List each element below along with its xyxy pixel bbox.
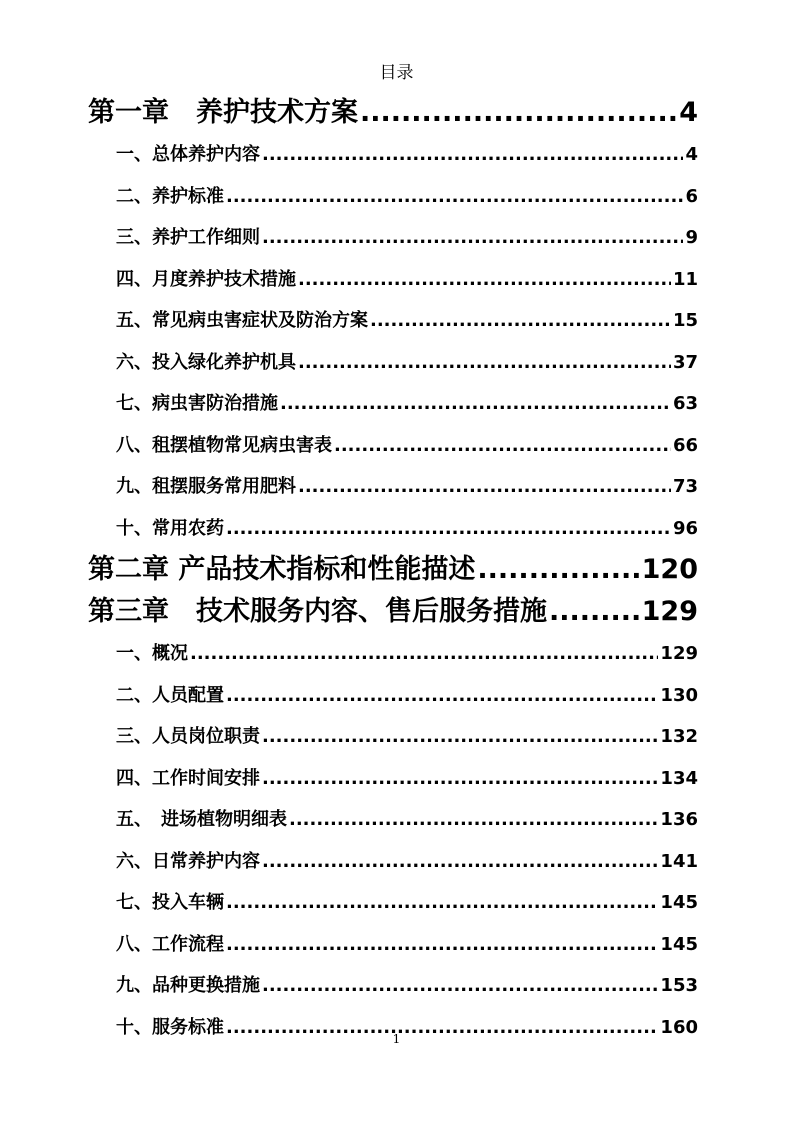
toc-entry[interactable] — [88, 758, 698, 800]
dot-leader — [262, 965, 658, 1007]
toc-entry[interactable] — [88, 716, 698, 758]
toc-entry-label: 一、总体养护内容 — [116, 144, 260, 165]
toc-entry-label: 一、概况 — [116, 643, 188, 664]
toc-entry-page: 129 — [660, 643, 698, 664]
toc-entry-label: 九、租摆服务常用肥料 — [116, 476, 296, 497]
dot-leader — [226, 675, 658, 717]
dot-leader — [298, 466, 671, 508]
dot-leader — [280, 383, 671, 425]
toc-entry-label: 五、 进场植物明细表 — [116, 809, 287, 830]
toc-title: 目录 — [379, 63, 414, 83]
dot-leader — [262, 217, 683, 259]
toc-entry-page: 136 — [660, 809, 698, 830]
toc-entry-label: 六、投入绿化养护机具 — [116, 351, 296, 373]
toc-entry[interactable] — [88, 466, 698, 508]
toc-entry[interactable] — [88, 134, 698, 176]
toc-entry-page: 15 — [672, 310, 698, 331]
toc-entry-label: 九、品种更换措施 — [116, 975, 260, 996]
toc-entry-label: 七、投入车辆 — [116, 892, 224, 913]
toc-entry[interactable] — [88, 799, 698, 841]
toc-entry-label: 三、养护工作细则 — [116, 227, 260, 248]
toc-entry[interactable] — [88, 300, 698, 342]
toc-entry-label: 十、常用农药 — [116, 517, 224, 539]
toc-entry[interactable] — [88, 383, 698, 425]
toc-entry-page: 11 — [672, 268, 698, 290]
dot-leader — [226, 924, 658, 966]
toc-entry[interactable] — [88, 508, 698, 550]
toc-entry-page: 9 — [685, 227, 698, 248]
toc-entry-page: 4 — [685, 144, 698, 165]
toc-entry-page: 132 — [660, 726, 698, 747]
table-of-contents — [88, 92, 698, 1048]
toc-entry-label: 五、常见病虫害症状及防治方案 — [116, 310, 368, 331]
toc-entry[interactable] — [88, 259, 698, 301]
toc-entry-page: 129 — [641, 596, 698, 627]
toc-entry-page: 145 — [660, 892, 698, 913]
dot-leader — [226, 176, 683, 218]
dot-leader — [360, 92, 677, 134]
toc-entry-label: 第一章 养护技术方案 — [88, 97, 358, 128]
toc-entry-page: 66 — [672, 434, 698, 456]
toc-entry[interactable] — [88, 591, 698, 633]
toc-entry-label: 六、日常养护内容 — [116, 850, 260, 872]
page-number: 1 — [392, 1032, 401, 1046]
toc-entry-label: 八、租摆植物常见病虫害表 — [116, 434, 332, 456]
toc-entry[interactable] — [88, 549, 698, 591]
toc-entry-page: 6 — [685, 185, 698, 207]
dot-leader — [262, 841, 658, 883]
dot-leader — [298, 259, 671, 301]
toc-entry[interactable] — [88, 882, 698, 924]
toc-entry[interactable] — [88, 92, 698, 134]
toc-entry-label: 第二章 产品技术指标和性能描述 — [88, 554, 476, 585]
dot-leader — [262, 758, 658, 800]
toc-entry-label: 七、病虫害防治措施 — [116, 393, 278, 414]
dot-leader — [477, 549, 639, 591]
toc-entry[interactable] — [88, 217, 698, 259]
toc-entry-page: 134 — [660, 767, 698, 789]
dot-leader — [549, 591, 640, 633]
dot-leader — [298, 342, 671, 384]
toc-entry-page: 130 — [660, 684, 698, 706]
toc-entry-page: 73 — [672, 476, 698, 497]
toc-entry[interactable] — [88, 965, 698, 1007]
toc-entry[interactable] — [88, 675, 698, 717]
toc-entry-page: 37 — [672, 351, 698, 373]
toc-entry-label: 四、工作时间安排 — [116, 767, 260, 789]
dot-leader — [190, 633, 658, 675]
toc-entry-page: 96 — [672, 517, 698, 539]
toc-entry-page: 141 — [660, 850, 698, 872]
dot-leader — [334, 425, 671, 467]
toc-entry-page: 4 — [679, 97, 698, 128]
toc-entry[interactable] — [88, 342, 698, 384]
toc-entry[interactable] — [88, 841, 698, 883]
dot-leader — [289, 799, 658, 841]
toc-entry[interactable] — [88, 633, 698, 675]
toc-entry-label: 二、人员配置 — [116, 684, 224, 706]
toc-entry[interactable] — [88, 924, 698, 966]
dot-leader — [226, 882, 658, 924]
toc-entry-label: 三、人员岗位职责 — [116, 726, 260, 747]
toc-entry-label: 第三章 技术服务内容、售后服务措施 — [88, 596, 547, 627]
toc-entry-page: 153 — [660, 975, 698, 996]
dot-leader — [262, 134, 683, 176]
dot-leader — [370, 300, 671, 342]
toc-entry-label: 二、养护标准 — [116, 185, 224, 207]
toc-entry-page: 63 — [672, 393, 698, 414]
toc-entry-label: 八、工作流程 — [116, 933, 224, 955]
toc-entry-label: 十、服务标准 — [116, 1016, 224, 1038]
toc-entry[interactable] — [88, 176, 698, 218]
toc-entry[interactable] — [88, 425, 698, 467]
dot-leader — [226, 508, 671, 550]
dot-leader — [262, 716, 658, 758]
toc-entry-page: 120 — [641, 554, 698, 585]
toc-entry-label: 四、月度养护技术措施 — [116, 268, 296, 290]
toc-entry-page: 160 — [660, 1016, 698, 1038]
toc-entry-page: 145 — [660, 933, 698, 955]
